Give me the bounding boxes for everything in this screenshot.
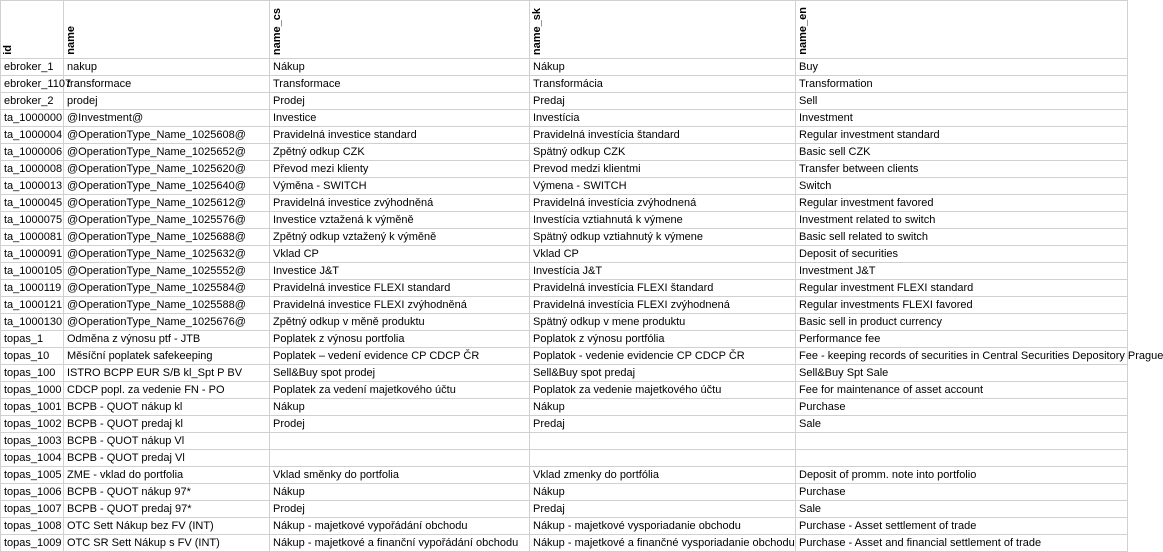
cell-name[interactable]: @OperationType_Name_1025632@ (64, 246, 270, 263)
table-row (1, 450, 1128, 467)
cell-id[interactable]: topas_1008 (1, 518, 64, 535)
cell-name_en[interactable]: Basic sell related to switch (796, 229, 1128, 246)
table-row (1, 501, 1128, 518)
table-row (1, 93, 1128, 110)
cell-name_cs[interactable]: Investice vztažená k výměně (270, 212, 530, 229)
cell-id[interactable]: topas_1001 (1, 399, 64, 416)
cell-id[interactable]: ta_1000119 (1, 280, 64, 297)
table-row (1, 467, 1128, 484)
table-row (1, 433, 1128, 450)
cell-name_sk[interactable] (530, 433, 796, 450)
table-row (1, 110, 1128, 127)
cell-name[interactable]: ISTRO BCPP EUR S/B kl_Spt P BV (64, 365, 270, 382)
cell-name[interactable]: BCPB - QUOT nákup Vl (64, 433, 270, 450)
cell-id[interactable]: topas_10 (1, 348, 64, 365)
cell-name_en[interactable] (796, 450, 1128, 467)
cell-id[interactable]: ta_1000000 (1, 110, 64, 127)
table-row (1, 59, 1128, 76)
cell-name[interactable]: @OperationType_Name_1025620@ (64, 161, 270, 178)
cell-name_en[interactable]: Deposit of promm. note into portfolio (796, 467, 1128, 484)
cell-name[interactable]: prodej (64, 93, 270, 110)
cell-name[interactable]: @OperationType_Name_1025608@ (64, 127, 270, 144)
cell-name_en[interactable]: Sell&Buy Spt Sale (796, 365, 1128, 382)
cell-name_sk[interactable]: Transformácia (530, 76, 796, 93)
column-header-name_cs[interactable] (270, 1, 530, 59)
table-row (1, 535, 1128, 552)
cell-id[interactable]: topas_100 (1, 365, 64, 382)
cell-name_en[interactable]: Investment J&T (796, 263, 1128, 280)
cell-id[interactable]: topas_1005 (1, 467, 64, 484)
cell-name_en[interactable]: Purchase (796, 484, 1128, 501)
cell-name_cs[interactable] (270, 433, 530, 450)
cell-name_sk[interactable]: Poplatok - vedenie evidencie CP CDCP ČR (530, 348, 796, 365)
cell-name_cs[interactable]: Transformace (270, 76, 530, 93)
cell-name_sk[interactable] (530, 450, 796, 467)
cell-name[interactable]: OTC Sett Nákup bez FV (INT) (64, 518, 270, 535)
cell-name_cs[interactable]: Investice J&T (270, 263, 530, 280)
cell-name_en[interactable]: Switch (796, 178, 1128, 195)
cell-name_cs[interactable]: Nákup (270, 59, 530, 76)
cell-name_cs[interactable]: Nákup (270, 399, 530, 416)
cell-name[interactable]: @OperationType_Name_1025612@ (64, 195, 270, 212)
cell-id[interactable]: topas_1009 (1, 535, 64, 552)
cell-name_sk[interactable]: Prevod medzi klientmi (530, 161, 796, 178)
cell-name_sk[interactable]: Nákup - majetkové a finančné vysporiadanie obchodu (530, 535, 796, 552)
cell-id[interactable]: ta_1000013 (1, 178, 64, 195)
cell-name_en[interactable]: Regular investment standard (796, 127, 1128, 144)
table-row (1, 416, 1128, 433)
cell-name_en[interactable]: Performance fee (796, 331, 1128, 348)
cell-name[interactable]: BCPB - QUOT predaj 97* (64, 501, 270, 518)
cell-name_cs[interactable]: Nákup - majetkové vypořádání obchodu (270, 518, 530, 535)
table-row (1, 331, 1128, 348)
table-row (1, 161, 1128, 178)
cell-name_sk[interactable]: Pravidelná investícia zvýhodnená (530, 195, 796, 212)
column-header-id[interactable] (1, 1, 64, 59)
cell-name_cs[interactable]: Zpětný odkup vztažený k výměně (270, 229, 530, 246)
cell-id[interactable]: ta_1000008 (1, 161, 64, 178)
cell-name_en[interactable]: Purchase - Asset settlement of trade (796, 518, 1128, 535)
cell-name_en[interactable]: Purchase - Asset and financial settlement of trade (796, 535, 1128, 552)
cell-name_sk[interactable]: Investícia vztiahnutá k výmene (530, 212, 796, 229)
cell-name[interactable]: @OperationType_Name_1025588@ (64, 297, 270, 314)
column-header-label: name_cs (271, 7, 283, 55)
cell-name_cs[interactable]: Pravidelná investice zvýhodněná (270, 195, 530, 212)
cell-name_sk[interactable]: Spätný odkup v mene produktu (530, 314, 796, 331)
cell-name_cs[interactable]: Prodej (270, 416, 530, 433)
table-row (1, 229, 1128, 246)
table-row (1, 212, 1128, 229)
cell-id[interactable]: topas_1003 (1, 433, 64, 450)
table-row (1, 246, 1128, 263)
column-header-label: id (2, 45, 14, 55)
cell-name_cs[interactable]: Pravidelná investice FLEXI standard (270, 280, 530, 297)
cell-id[interactable]: topas_1007 (1, 501, 64, 518)
cell-name_sk[interactable]: Nákup (530, 59, 796, 76)
table-row (1, 195, 1128, 212)
cell-name[interactable]: @OperationType_Name_1025576@ (64, 212, 270, 229)
cell-name[interactable]: BCPB - QUOT nákup 97* (64, 484, 270, 501)
header-row (1, 1, 1128, 59)
cell-name_sk[interactable]: Nákup (530, 484, 796, 501)
cell-id[interactable]: ebroker_1107 (1, 76, 64, 93)
cell-name_sk[interactable]: Vklad CP (530, 246, 796, 263)
cell-name_sk[interactable]: Spätný odkup CZK (530, 144, 796, 161)
cell-id[interactable]: topas_1000 (1, 382, 64, 399)
cell-name_cs[interactable]: Nákup (270, 484, 530, 501)
cell-name_cs[interactable]: Nákup - majetkové a finanční vypořádání obchodu (270, 535, 530, 552)
cell-name_sk[interactable]: Pravidelná investícia FLEXI štandard (530, 280, 796, 297)
cell-id[interactable]: ta_1000121 (1, 297, 64, 314)
cell-id[interactable]: ta_1000081 (1, 229, 64, 246)
cell-name[interactable]: BCPB - QUOT predaj Vl (64, 450, 270, 467)
cell-name[interactable]: transformace (64, 76, 270, 93)
cell-name_en[interactable]: Regular investment favored (796, 195, 1128, 212)
cell-name_sk[interactable]: Predaj (530, 416, 796, 433)
cell-name_sk[interactable]: Pravidelná investícia FLEXI zvýhodnená (530, 297, 796, 314)
column-header-label: name_en (797, 7, 809, 55)
table-body (1, 59, 1163, 552)
cell-name_en[interactable]: Regular investment FLEXI standard (796, 280, 1128, 297)
cell-id[interactable]: ta_1000075 (1, 212, 64, 229)
column-header-name[interactable] (64, 1, 270, 59)
cell-name_cs[interactable]: Poplatek z výnosu portfolia (270, 331, 530, 348)
cell-name_en[interactable]: Investment (796, 110, 1128, 127)
cell-name_en[interactable]: Purchase (796, 399, 1128, 416)
cell-name_en[interactable]: Sale (796, 416, 1128, 433)
cell-name_cs[interactable]: Prodej (270, 501, 530, 518)
cell-name_en[interactable]: Buy (796, 59, 1128, 76)
cell-id[interactable]: ta_1000045 (1, 195, 64, 212)
table-row (1, 263, 1128, 280)
cell-id[interactable]: ta_1000006 (1, 144, 64, 161)
cell-name_cs[interactable]: Převod mezi klienty (270, 161, 530, 178)
cell-name[interactable]: ZME - vklad do portfolia (64, 467, 270, 484)
column-header-name_en[interactable] (796, 1, 1128, 59)
cell-name_sk[interactable]: Predaj (530, 93, 796, 110)
cell-name_sk[interactable]: Vklad zmenky do portfólia (530, 467, 796, 484)
cell-name_sk[interactable]: Pravidelná investícia štandard (530, 127, 796, 144)
cell-name[interactable]: @OperationType_Name_1025652@ (64, 144, 270, 161)
cell-name_en[interactable]: Sale (796, 501, 1128, 518)
table-row (1, 314, 1128, 331)
cell-name_en[interactable]: Deposit of securities (796, 246, 1128, 263)
cell-name_cs[interactable]: Zpětný odkup v měně produktu (270, 314, 530, 331)
cell-id[interactable]: topas_1006 (1, 484, 64, 501)
cell-name_cs[interactable]: Sell&Buy spot prodej (270, 365, 530, 382)
cell-name_en[interactable]: Sell (796, 93, 1128, 110)
cell-name_sk[interactable]: Nákup - majetkové vysporiadanie obchodu (530, 518, 796, 535)
table-row (1, 399, 1128, 416)
cell-id[interactable]: topas_1002 (1, 416, 64, 433)
cell-name_cs[interactable]: Pravidelná investice standard (270, 127, 530, 144)
cell-name_en[interactable]: Transfer between clients (796, 161, 1128, 178)
table-row (1, 297, 1128, 314)
cell-name_sk[interactable]: Predaj (530, 501, 796, 518)
cell-name_en[interactable]: Basic sell CZK (796, 144, 1128, 161)
cell-name[interactable]: OTC SR Sett Nákup s FV (INT) (64, 535, 270, 552)
table-row (1, 178, 1128, 195)
cell-name[interactable]: @OperationType_Name_1025552@ (64, 263, 270, 280)
cell-name_en[interactable]: Investment related to switch (796, 212, 1128, 229)
cell-id[interactable]: ebroker_2 (1, 93, 64, 110)
cell-name_cs[interactable]: Poplatek za vedení majetkového účtu (270, 382, 530, 399)
cell-name_sk[interactable]: Sell&Buy spot predaj (530, 365, 796, 382)
cell-name_en[interactable]: Transformation (796, 76, 1128, 93)
cell-name_cs[interactable]: Výměna - SWITCH (270, 178, 530, 195)
cell-name_en[interactable]: Fee for maintenance of asset account (796, 382, 1128, 399)
cell-name_en[interactable]: Basic sell in product currency (796, 314, 1128, 331)
cell-name_cs[interactable]: Zpětný odkup CZK (270, 144, 530, 161)
cell-name[interactable]: @OperationType_Name_1025640@ (64, 178, 270, 195)
cell-name[interactable]: @OperationType_Name_1025676@ (64, 314, 270, 331)
cell-id[interactable]: topas_1 (1, 331, 64, 348)
cell-name[interactable]: Odměna z výnosu ptf - JTB (64, 331, 270, 348)
cell-id[interactable]: ta_1000105 (1, 263, 64, 280)
cell-name[interactable]: CDCP popl. za vedenie FN - PO (64, 382, 270, 399)
cell-name_sk[interactable]: Nákup (530, 399, 796, 416)
cell-name_sk[interactable]: Výmena - SWITCH (530, 178, 796, 195)
table-row (1, 484, 1128, 501)
cell-name_en[interactable]: Regular investments FLEXI favored (796, 297, 1128, 314)
cell-name_cs[interactable] (270, 450, 530, 467)
table-row (1, 144, 1128, 161)
cell-name[interactable]: @OperationType_Name_1025584@ (64, 280, 270, 297)
cell-name_sk[interactable]: Investícia (530, 110, 796, 127)
cell-name[interactable]: @OperationType_Name_1025688@ (64, 229, 270, 246)
column-header-label: name_sk (531, 7, 543, 55)
cell-name_cs[interactable]: Pravidelná investice FLEXI zvýhodněná (270, 297, 530, 314)
cell-name[interactable]: BCPB - QUOT predaj kl (64, 416, 270, 433)
cell-name_cs[interactable]: Investice (270, 110, 530, 127)
cell-name_cs[interactable]: Prodej (270, 93, 530, 110)
cell-name_sk[interactable]: Investícia J&T (530, 263, 796, 280)
cell-name_sk[interactable]: Poplatok z výnosu portfólia (530, 331, 796, 348)
cell-name[interactable]: BCPB - QUOT nákup kl (64, 399, 270, 416)
table-row (1, 76, 1128, 93)
cell-name_sk[interactable]: Poplatok za vedenie majetkového účtu (530, 382, 796, 399)
cell-id[interactable]: ebroker_1 (1, 59, 64, 76)
cell-name_cs[interactable]: Poplatek – vedení evidence CP CDCP ČR (270, 348, 530, 365)
cell-id[interactable]: topas_1004 (1, 450, 64, 467)
cell-name_en[interactable]: Fee - keeping records of securities in Central Securities Depository Prague (796, 348, 1128, 365)
table-row (1, 382, 1128, 399)
cell-name[interactable]: Měsíční poplatek safekeeping (64, 348, 270, 365)
table-row (1, 518, 1128, 535)
table-row (1, 127, 1128, 144)
cell-id[interactable]: ta_1000004 (1, 127, 64, 144)
cell-name_sk[interactable]: Spätný odkup vztiahnutý k výmene (530, 229, 796, 246)
cell-name[interactable]: @Investment@ (64, 110, 270, 127)
cell-name_cs[interactable]: Vklad směnky do portfolia (270, 467, 530, 484)
cell-name_cs[interactable]: Vklad CP (270, 246, 530, 263)
cell-id[interactable]: ta_1000130 (1, 314, 64, 331)
cell-name[interactable]: nakup (64, 59, 270, 76)
column-header-label: name (65, 26, 77, 55)
cell-id[interactable]: ta_1000091 (1, 246, 64, 263)
table-row (1, 365, 1128, 382)
column-header-name_sk[interactable] (530, 1, 796, 59)
cell-name_en[interactable] (796, 433, 1128, 450)
table-row (1, 280, 1128, 297)
table-row (1, 348, 1128, 365)
